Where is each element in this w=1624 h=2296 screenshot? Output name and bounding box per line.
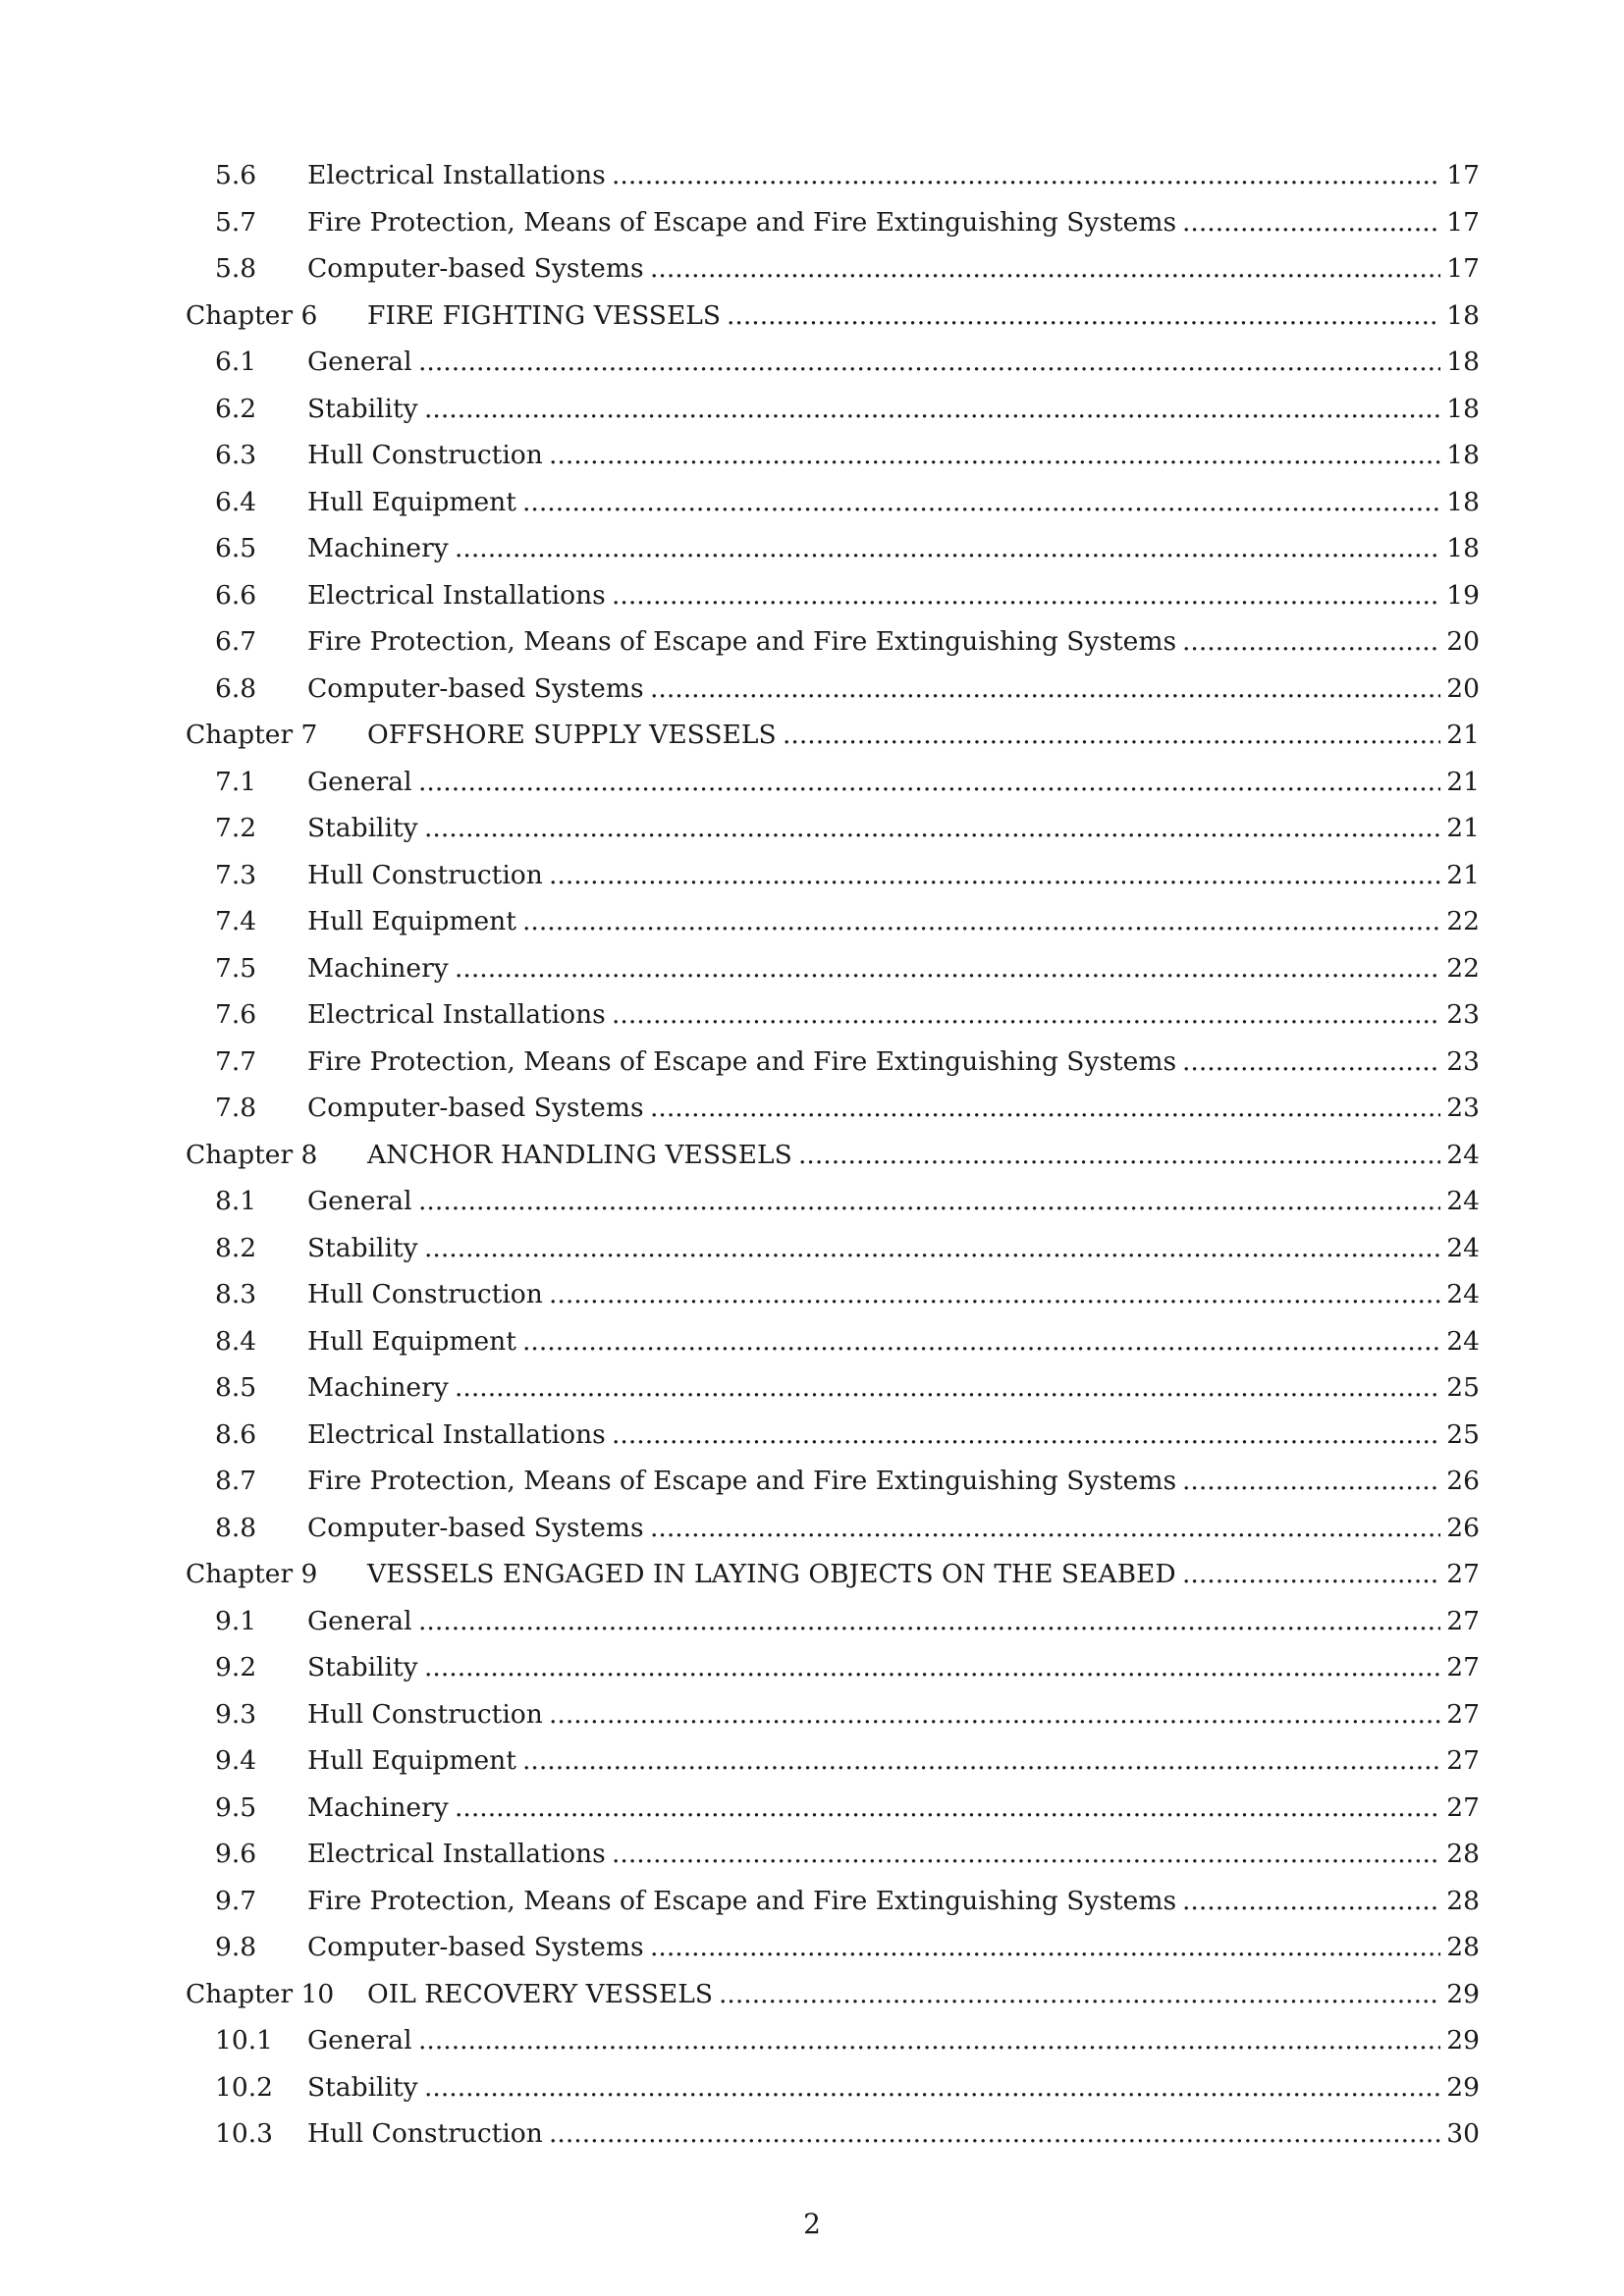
toc-entry-title: Electrical Installations (307, 999, 606, 1030)
toc-entry-title: Computer-based Systems (307, 253, 644, 284)
toc-entry-page: 21 (1446, 859, 1480, 890)
dot-leader (418, 2021, 1440, 2060)
toc-entry-page: 25 (1446, 1372, 1480, 1403)
page-number: 2 (803, 2208, 821, 2240)
toc-entry-title: OFFSHORE SUPPLY VESSELS (367, 720, 777, 750)
toc-entry-title: Computer-based Systems (307, 672, 644, 704)
toc-entry-number: 9.2 (215, 1652, 257, 1682)
toc-entry-title: OIL RECOVERY VESSELS (367, 1978, 714, 2009)
toc-section-entry[interactable] (0, 1648, 1624, 1687)
toc-entry-title: Electrical Installations (307, 579, 606, 611)
toc-entry-number: 6.8 (215, 672, 257, 704)
toc-entry-title: Stability (307, 1232, 418, 1263)
toc-section-entry[interactable] (0, 343, 1624, 382)
dot-leader (650, 1509, 1440, 1548)
toc-entry-title: Machinery (307, 533, 449, 563)
toc-entry-page: 24 (1446, 1139, 1480, 1170)
toc-entry-title: Stability (307, 1652, 418, 1682)
toc-section-entry[interactable] (0, 483, 1624, 522)
toc-entry-number: 10.3 (215, 2118, 274, 2149)
dot-leader (424, 1229, 1440, 1268)
toc-entry-number: 6.6 (215, 579, 257, 611)
toc-entry-page: 21 (1446, 813, 1480, 843)
toc-chapter-entry[interactable] (0, 296, 1624, 336)
toc-entry-title: Stability (307, 813, 418, 843)
toc-entry-title: Hull Construction (307, 859, 543, 890)
dot-leader (455, 949, 1440, 988)
toc-entry-page: 29 (1446, 2025, 1480, 2056)
toc-section-entry[interactable] (0, 156, 1624, 195)
toc-entry-title: Hull Equipment (307, 486, 516, 517)
toc-entry-title: Computer-based Systems (307, 1932, 644, 1962)
toc-entry-title: Electrical Installations (307, 1418, 606, 1450)
toc-section-entry[interactable] (0, 1882, 1624, 1921)
toc-section-entry[interactable] (0, 249, 1624, 289)
dot-leader (650, 249, 1440, 289)
toc-entry-number: 7.2 (215, 813, 257, 843)
toc-section-entry[interactable] (0, 1042, 1624, 1082)
toc-entry-title: Fire Protection, Means of Escape and Fire Extinguishing Systems (307, 1885, 1177, 1916)
toc-entry-page: 24 (1446, 1325, 1480, 1357)
toc-entry-title: Machinery (307, 1372, 449, 1403)
toc-entry-number: Chapter 9 (186, 1559, 318, 1589)
toc-entry-page: 18 (1446, 533, 1480, 563)
toc-section-entry[interactable] (0, 1415, 1624, 1455)
toc-section-entry[interactable] (0, 529, 1624, 568)
toc-entry-title: Hull Construction (307, 1698, 543, 1730)
toc-entry-number: 6.5 (215, 533, 257, 563)
toc-entry-title: General (307, 1605, 412, 1636)
toc-entry-page: 25 (1446, 1418, 1480, 1450)
toc-section-entry[interactable] (0, 622, 1624, 662)
dot-leader (418, 1602, 1440, 1641)
toc-entry-number: 7.4 (215, 906, 257, 936)
toc-entry-number: 5.6 (215, 160, 257, 190)
toc-entry-number: 7.5 (215, 952, 257, 984)
toc-section-entry[interactable] (0, 1509, 1624, 1548)
toc-section-entry[interactable] (0, 1789, 1624, 1828)
toc-entry-number: 7.6 (215, 999, 257, 1030)
toc-section-entry[interactable] (0, 1695, 1624, 1735)
dot-leader (522, 902, 1440, 941)
dot-leader (522, 483, 1440, 522)
toc-entry-title: Hull Equipment (307, 906, 516, 936)
dot-leader (549, 1275, 1440, 1314)
toc-entry-page: 27 (1446, 1652, 1480, 1682)
dot-leader (549, 2114, 1440, 2154)
toc-entry-page: 26 (1446, 1512, 1480, 1543)
toc-section-entry[interactable] (0, 669, 1624, 709)
toc-entry-number: 8.3 (215, 1279, 257, 1309)
toc-section-entry[interactable] (0, 1322, 1624, 1362)
toc-entry-page: 27 (1446, 1605, 1480, 1636)
toc-entry-page: 22 (1446, 906, 1480, 936)
dot-leader (424, 2068, 1440, 2108)
toc-entry-number: Chapter 7 (186, 720, 318, 750)
toc-section-entry[interactable] (0, 1229, 1624, 1268)
toc-entry-page: 22 (1446, 952, 1480, 984)
toc-section-entry[interactable] (0, 203, 1624, 242)
toc-section-entry[interactable] (0, 1089, 1624, 1128)
toc-entry-title: General (307, 766, 412, 797)
toc-entry-title: Fire Protection, Means of Escape and Fire Extinguishing Systems (307, 1045, 1177, 1077)
dot-leader (783, 716, 1440, 755)
toc-entry-page: 28 (1446, 1839, 1480, 1869)
toc-entry-title: Machinery (307, 1791, 449, 1823)
toc-entry-number: 9.4 (215, 1745, 257, 1776)
toc-entry-title: Hull Equipment (307, 1745, 516, 1776)
toc-entry-number: 9.1 (215, 1605, 257, 1636)
dot-leader (418, 763, 1440, 802)
toc-entry-page: 18 (1446, 347, 1480, 377)
toc-entry-title: Fire Protection, Means of Escape and Fire Extinguishing Systems (307, 206, 1177, 238)
dot-leader (727, 296, 1440, 336)
toc-entry-page: 29 (1446, 1978, 1480, 2009)
toc-entry-number: 6.7 (215, 626, 257, 657)
toc-entry-number: 9.7 (215, 1885, 257, 1916)
dot-leader (1182, 203, 1440, 242)
toc-entry-number: 5.7 (215, 206, 257, 238)
toc-entry-page: 29 (1446, 2071, 1480, 2103)
dot-leader (522, 1322, 1440, 1362)
toc-section-entry[interactable] (0, 390, 1624, 429)
dot-leader (650, 1928, 1440, 1967)
toc-chapter-entry[interactable] (0, 1136, 1624, 1175)
toc-entry-number: Chapter 6 (186, 299, 318, 331)
toc-entry-title: Fire Protection, Means of Escape and Fire Extinguishing Systems (307, 1466, 1177, 1496)
toc-section-entry[interactable] (0, 1462, 1624, 1501)
toc-section-entry[interactable] (0, 1182, 1624, 1221)
toc-entry-number: 9.6 (215, 1839, 257, 1869)
toc-chapter-entry[interactable] (0, 1555, 1624, 1594)
toc-section-entry[interactable] (0, 1928, 1624, 1967)
dot-leader (612, 995, 1440, 1035)
toc-entry-title: Fire Protection, Means of Escape and Fire Extinguishing Systems (307, 626, 1177, 657)
toc-entry-number: 8.5 (215, 1372, 257, 1403)
toc-entry-number: 8.7 (215, 1466, 257, 1496)
toc-entry-page: 24 (1446, 1232, 1480, 1263)
toc-entry-page: 24 (1446, 1279, 1480, 1309)
toc-entry-page: 26 (1446, 1466, 1480, 1496)
toc-section-entry[interactable] (0, 576, 1624, 615)
toc-entry-number: 8.2 (215, 1232, 257, 1263)
toc-entry-title: Electrical Installations (307, 1839, 606, 1869)
toc-entry-number: 7.8 (215, 1093, 257, 1123)
toc-entry-page: 30 (1446, 2118, 1480, 2149)
toc-entry-page: 21 (1446, 720, 1480, 750)
toc-section-entry[interactable] (0, 902, 1624, 941)
toc-entry-title: VESSELS ENGAGED IN LAYING OBJECTS ON THE SEABED (367, 1559, 1176, 1589)
toc-entry-number: 6.4 (215, 486, 257, 517)
dot-leader (798, 1136, 1440, 1175)
dot-leader (612, 576, 1440, 615)
toc-entry-number: 9.3 (215, 1698, 257, 1730)
toc-entry-title: Computer-based Systems (307, 1093, 644, 1123)
dot-leader (612, 1415, 1440, 1455)
toc-section-entry[interactable] (0, 763, 1624, 802)
toc-entry-page: 21 (1446, 766, 1480, 797)
toc-entry-page: 20 (1446, 626, 1480, 657)
toc-section-entry[interactable] (0, 2021, 1624, 2060)
dot-leader (1182, 1462, 1440, 1501)
dot-leader (522, 1741, 1440, 1781)
dot-leader (424, 1648, 1440, 1687)
dot-leader (650, 669, 1440, 709)
toc-entry-title: Computer-based Systems (307, 1512, 644, 1543)
dot-leader (549, 436, 1440, 475)
dot-leader (1182, 622, 1440, 662)
toc-section-entry[interactable] (0, 856, 1624, 895)
dot-leader (418, 343, 1440, 382)
toc-section-entry[interactable] (0, 2114, 1624, 2154)
toc-entry-number: 9.8 (215, 1932, 257, 1962)
toc-entry-number: Chapter 10 (186, 1978, 335, 2009)
toc-entry-title: Hull Construction (307, 440, 543, 470)
toc-entry-number: 8.6 (215, 1418, 257, 1450)
toc-entry-title: General (307, 347, 412, 377)
toc-entry-number: 7.1 (215, 766, 257, 797)
toc-entry-number: 8.1 (215, 1186, 257, 1216)
dot-leader (612, 156, 1440, 195)
toc-section-entry[interactable] (0, 1835, 1624, 1874)
toc-entry-number: 6.2 (215, 393, 257, 424)
toc-entry-number: Chapter 8 (186, 1139, 318, 1170)
toc-entry-number: 7.3 (215, 859, 257, 890)
toc-section-entry[interactable] (0, 1741, 1624, 1781)
toc-entry-title: FIRE FIGHTING VESSELS (367, 299, 722, 331)
toc-section-entry[interactable] (0, 1275, 1624, 1314)
toc-entry-page: 23 (1446, 999, 1480, 1030)
dot-leader (418, 1182, 1440, 1221)
toc-entry-title: Stability (307, 393, 418, 424)
toc-entry-page: 27 (1446, 1559, 1480, 1589)
toc-entry-page: 23 (1446, 1045, 1480, 1077)
toc-section-entry[interactable] (0, 2068, 1624, 2108)
dot-leader (719, 1975, 1440, 2014)
toc-entry-page: 24 (1446, 1186, 1480, 1216)
toc-entry-page: 19 (1446, 579, 1480, 611)
toc-entry-title: Electrical Installations (307, 160, 606, 190)
dot-leader (424, 809, 1440, 848)
toc-section-entry[interactable] (0, 809, 1624, 848)
toc-entry-page: 23 (1446, 1093, 1480, 1123)
toc-chapter-entry[interactable] (0, 716, 1624, 755)
toc-entry-title: General (307, 1186, 412, 1216)
toc-entry-title: Hull Construction (307, 2118, 543, 2149)
toc-entry-page: 28 (1446, 1885, 1480, 1916)
dot-leader (424, 390, 1440, 429)
dot-leader (455, 1789, 1440, 1828)
toc-entry-number: 7.7 (215, 1045, 257, 1077)
toc-entry-title: Hull Equipment (307, 1325, 516, 1357)
toc-entry-page: 27 (1446, 1791, 1480, 1823)
toc-entry-page: 27 (1446, 1745, 1480, 1776)
toc-section-entry[interactable] (0, 1602, 1624, 1641)
toc-entry-number: 9.5 (215, 1791, 257, 1823)
toc-entry-title: Machinery (307, 952, 449, 984)
dot-leader (1182, 1555, 1440, 1594)
toc-entry-page: 28 (1446, 1932, 1480, 1962)
toc-entry-number: 10.1 (215, 2025, 274, 2056)
toc-entry-number: 5.8 (215, 253, 257, 284)
toc-section-entry[interactable] (0, 995, 1624, 1035)
dot-leader (1182, 1882, 1440, 1921)
dot-leader (1182, 1042, 1440, 1082)
toc-entry-number: 8.8 (215, 1512, 257, 1543)
toc-entry-number: 6.1 (215, 347, 257, 377)
toc-entry-number: 10.2 (215, 2071, 274, 2103)
dot-leader (455, 529, 1440, 568)
toc-section-entry[interactable] (0, 1368, 1624, 1408)
dot-leader (455, 1368, 1440, 1408)
toc-entry-page: 18 (1446, 486, 1480, 517)
toc-entry-page: 17 (1446, 253, 1480, 284)
toc-entry-title: ANCHOR HANDLING VESSELS (367, 1139, 792, 1170)
toc-entry-title: General (307, 2025, 412, 2056)
toc-entry-title: Hull Construction (307, 1279, 543, 1309)
toc-entry-page: 18 (1446, 299, 1480, 331)
toc-entry-number: 8.4 (215, 1325, 257, 1357)
toc-entry-title: Stability (307, 2071, 418, 2103)
toc-entry-page: 18 (1446, 393, 1480, 424)
toc-chapter-entry[interactable] (0, 1975, 1624, 2014)
toc-entry-page: 18 (1446, 440, 1480, 470)
dot-leader (650, 1089, 1440, 1128)
dot-leader (549, 856, 1440, 895)
toc-entry-page: 17 (1446, 206, 1480, 238)
toc-entry-page: 27 (1446, 1698, 1480, 1730)
dot-leader (612, 1835, 1440, 1874)
toc-entry-number: 6.3 (215, 440, 257, 470)
toc-entry-page: 20 (1446, 672, 1480, 704)
toc-section-entry[interactable] (0, 949, 1624, 988)
toc-entry-page: 17 (1446, 160, 1480, 190)
dot-leader (549, 1695, 1440, 1735)
toc-section-entry[interactable] (0, 436, 1624, 475)
